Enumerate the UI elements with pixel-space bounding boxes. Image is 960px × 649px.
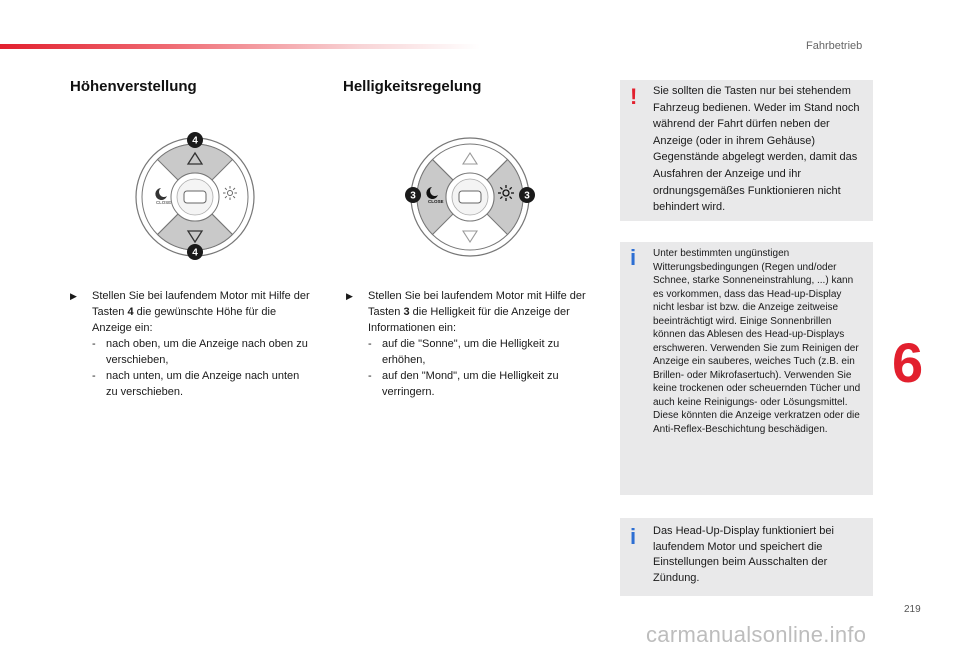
info-note-weather bbox=[620, 242, 873, 495]
info-note-weather-text: Unter bestimmten ungünstigen Witterungsbedingungen (Regen und/oder Schnee, starke Sonneneinstrahlung, ...) kann es vorkommen, dass das Head-up-Display nicht lesbar ist bzw. die Anzeige zeitweise beeinträchtigt wird. Einige Sonnenbrillen können das Ablesen des Head-up-Displays erschweren. Verwenden Sie zum Reinigen der Anzeige ein sauberes, weiches Tuch (z.B. ein Brillen- oder Mikrofasertuch). Verwenden Sie keine trockenen oder scheuernden Tücher und auch keine Reinigungs- oder Lösungsmittel. Diese könnten die Anzeige verkratzen oder die Anti-Reflex-Beschichtung beschädigen. bbox=[653, 248, 861, 435]
page-number: 219 bbox=[904, 604, 921, 615]
warning-exclamation-icon: ! bbox=[630, 84, 638, 109]
list-item: - auf die "Sonne", um die Helligkeit zu erhöhen, bbox=[368, 338, 560, 366]
badge-4-bottom bbox=[187, 244, 203, 260]
warning-note-text: Sie sollten die Tasten nur bei stehendem Fahrzeug bedienen. Weder im Stand noch während der Fahrt dürfen neben der Anzeige (oder in ihrem Gehäuse) Gegenstände abgelegt werden, damit das Ausfahren der Anzeige und ihr ordnungsgemäßes Funktionieren nicht behindert wird. bbox=[653, 85, 860, 214]
height-instructions: ▶ Stellen Sie bei laufendem Motor mit Hilfe der Tasten 4 die gewünschte Höhe für die Anzeige ein: - nach oben, um die Anzeige nach oben zu verschieben, - nach unten, um die Anzeige nach unten zu verschieben. bbox=[70, 290, 310, 398]
close-label: CLOSE bbox=[428, 199, 444, 204]
section-title: Fahrbetrieb bbox=[806, 40, 863, 52]
svg-text:4: 4 bbox=[192, 247, 198, 259]
svg-text:4: 4 bbox=[192, 135, 198, 147]
watermark-text: carmanualsonline.info bbox=[646, 622, 867, 647]
brightness-control-dial bbox=[402, 131, 538, 261]
close-label: CLOSE bbox=[156, 200, 172, 205]
badge-3-left bbox=[405, 187, 421, 203]
badge-3-right bbox=[519, 187, 535, 203]
warning-note bbox=[620, 80, 873, 221]
info-icon: i bbox=[630, 524, 637, 549]
svg-text:3: 3 bbox=[410, 190, 416, 202]
heading-helligkeitsregelung: Helligkeitsregelung bbox=[343, 78, 482, 95]
svg-text:3: 3 bbox=[524, 190, 530, 202]
chapter-number: 6 bbox=[892, 331, 924, 394]
badge-4-top bbox=[187, 132, 203, 148]
info-note-operation-text: Das Head-Up-Display funktioniert bei laufendem Motor und speichert die Einstellungen beim Ausschalten der Zündung. bbox=[653, 525, 834, 584]
height-control-dial bbox=[134, 131, 256, 261]
info-note-operation bbox=[620, 518, 873, 596]
list-item: - auf den "Mond", um die Helligkeit zu verringern. bbox=[368, 370, 559, 398]
list-item: - nach unten, um die Anzeige nach unten zu verschieben. bbox=[92, 370, 300, 398]
brightness-instructions: ▶ Stellen Sie bei laufendem Motor mit Hilfe der Tasten 3 die Helligkeit für die Anzeige der Informationen ein: - auf die "Sonne", um die Helligkeit zu erhöhen, - auf den "Mond", um die Helligkeit zu verringern. bbox=[346, 290, 586, 398]
info-icon: i bbox=[630, 245, 637, 270]
heading-hoehenverstellung: Höhenverstellung bbox=[70, 78, 197, 95]
bullet-arrow-icon: ▶ bbox=[346, 291, 353, 301]
header-accent-bar bbox=[0, 44, 480, 49]
bullet-arrow-icon: ▶ bbox=[70, 291, 77, 301]
list-item: - nach oben, um die Anzeige nach oben zu verschieben, bbox=[92, 338, 308, 366]
